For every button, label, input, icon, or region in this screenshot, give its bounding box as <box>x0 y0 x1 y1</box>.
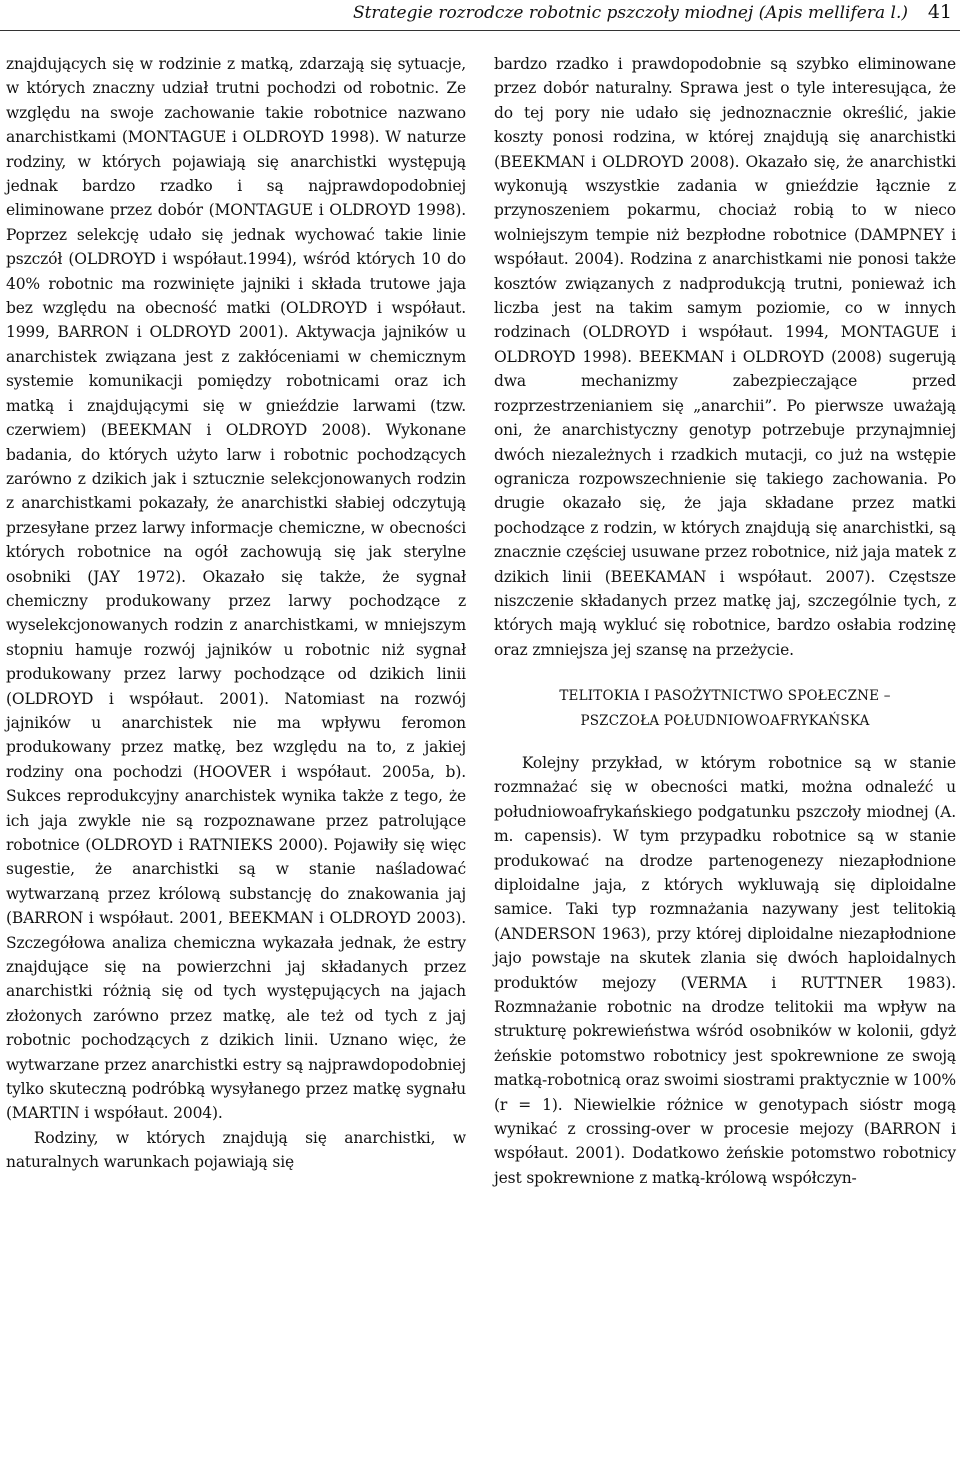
running-title: Strategie rozrodcze robotnic pszczoły miodnej (Apis mellifera l.) <box>352 3 908 23</box>
section-heading <box>494 684 956 733</box>
right-column <box>494 52 956 1190</box>
section-heading-line: PSZCZOŁA POŁUDNIOWOAFRYKAŃSKA <box>580 712 870 729</box>
page-header <box>0 0 960 31</box>
left-column <box>6 52 466 1175</box>
body-paragraph: Kolejny przykład, w którym robotnice są w stanie rozmnażać się w obecności matki, można odnaleźć u południowoafrykańskiego podgatunku pszczoły miodnej (A. m. capensis). W tym przypadku robotnice są w stanie produkować na drodze partenogenezy niezapłodnione diploidalne jaja, z których wykluwają się diploidalne samice. Taki typ rozmnażania nazywany jest telitokią (ANDERSON 1963), przy której diploidalne niezapłodnione jajo powstaje na skutek zlania się dwóch haploidalnych produktów mejozy (VERMA i RUTTNER 1983). Rozmnażanie robotnic na drodze telitokii ma wpływ na strukturę pokrewieństwa wśród osobników w kolonii, gdyż żeńskie potomstwo robotnicy jest spokrewnione ze swoją matką-robotnicą oraz swoimi siostrami praktycznie w 100% (r = 1). Niewielkie różnice w genotypach sióstr mogą wynikać z crossing-over w procesie mejozy (BARRON i współaut. 2001). Dodatkowo żeńskie potomstwo robotnicy jest spokrewnione z matką-królową współczyn- <box>494 753 956 1187</box>
section-heading-line: TELITOKIA I PASOŻYTNICTWO SPOŁECZNE – <box>559 688 891 705</box>
body-paragraph: Rodziny, w których znajdują się anarchistki, w naturalnych warunkach pojawiają się <box>6 1128 466 1172</box>
body-paragraph: znajdujących się w rodzinie z matką, zdarzają się sytuacje, w których znaczny udział trutni pochodzi od robotnic. Ze względu na swoje zachowanie takie robotnice nazwano anarchistkami (MONTAGUE i OLDROYD 1998). W naturze rodziny, w których pojawiają się anarchistki występują jednak bardzo rzadko i są najprawdopodobniej eliminowane przez dobór (MONTAGUE i OLDROYD 1998). Poprzez selekcję udało się jednak wychować takie linie pszczół (OLDROYD i współaut.1994), wśród których 10 do 40% robotnic ma rozwinięte jajniki i składa trutowe jaja bez względu na obecność matki (OLDROYD i współaut. 1999, BARRON i OLDROYD 2001). Aktywacja jajników u anarchistek związana jest z zakłóceniami w chemicznym systemie komunikacji pomiędzy robotnicami oraz ich matką i znajdującymi się w gnieździe larwami (tzw. czerwiem) (BEEKMAN i OLDROYD 2008). Wykonane badania, do których użyto larw i robotnic pochodzących zarówno z dzikich jak i sztucznie selekcjonowanych rodzin z anarchistkami pokazały, że anarchistki słabiej odczytują przesyłane przez larwy informacje chemiczne, w obecności których robotnice na ogół zachowują się jak sterylne osobniki (JAY 1972). Okazało się także, że sygnał chemiczny produkowany przez larwy pochodzące z wyselekcjonowanych rodzin z anarchistkami, w mniejszym stopniu hamuje rozwój jajników u robotnic niż sygnał produkowany przez larwy pochodzące od dzikich linii (OLDROYD i współaut. 2001). Natomiast na rozwój jajników u anarchistek nie ma wpływu feromon produkowany przez matkę, bez względu na to, z jakiej rodziny ona pochodzi (HOOVER i współaut. 2005a, b). Sukces reprodukcyjny anarchistek wynika także z tego, że ich jaja zwykle nie są rozpoznawane przez patrolujące robotnice (OLDROYD i RATNIEKS 2000). Pojawiły się więc sugestie, że anarchistki są w stanie naśladować wytwarzaną przez królową substancję do znakowania jaj (BARRON i współaut. 2001, BEEKMAN i OLDROYD 2003). Szczegółowa analiza chemiczna wykazała jednak, że estry znajdujące się na powierzchni jaj składanych przez anarchistki różnią się od tych występujących na jajach złożonych zarówno przez matkę, ale też od tych z jaj robotnic pochodzących z dzikich linii. Uznano więc, że wytwarzane przez anarchistki estry są najprawdopodobniej tylko skuteczną podróbką wysyłanego przez matkę sygnału (MARTIN i współaut. 2004). <box>6 55 466 1123</box>
page-number: 41 <box>927 1 952 23</box>
body-paragraph: bardzo rzadko i prawdopodobnie są szybko eliminowane przez dobór naturalny. Sprawa jest o tyle interesująca, że do tej pory nie udało się jednoznacznie określić, jakie koszty ponosi rodzina, w której znajdują się anarchistki (BEEKMAN i OLDROYD 2008). Okazało się, że anarchistki wykonują wszystkie zadania w gnieździe łącznie z przynoszeniem pokarmu, chociaż robią to w nieco wolniejszym tempie niż bezpłodne robotnice (DAMPNEY i współaut. 2004). Rodzina z anarchistkami nie ponosi także kosztów związanych z nadprodukcją trutni, ponieważ ich liczba jest na takim samym poziomie, co w innych rodzinach (OLDROYD i współaut. 1994, MONTAGUE i OLDROYD 1998). BEEKMAN i OLDROYD (2008) sugerują dwa mechanizmy zabezpieczające przed rozprzestrzenianiem się „anarchii”. Po pierwsze uważają oni, że anarchistyczny genotyp potrzebuje przynajmniej dwóch niezależnych i rzadkich mutacji, co już na wstępie ogranicza rozpowszechnienie się takiego zachowania. Po drugie okazało się, że jaja składane przez matki pochodzące z rodzin, w których znajdują się anarchistki, są znacznie częściej usuwane przez robotnice, niż jaja matek z dzikich linii (BEEKAMAN i współaut. 2007). Częstsze niszczenie składanych przez matkę jaj, szczególnie tych, z których mają wykluć się robotnice, bardzo osłabia rodzinę oraz zmniejsza jej szansę na przeżycie. <box>494 55 956 659</box>
